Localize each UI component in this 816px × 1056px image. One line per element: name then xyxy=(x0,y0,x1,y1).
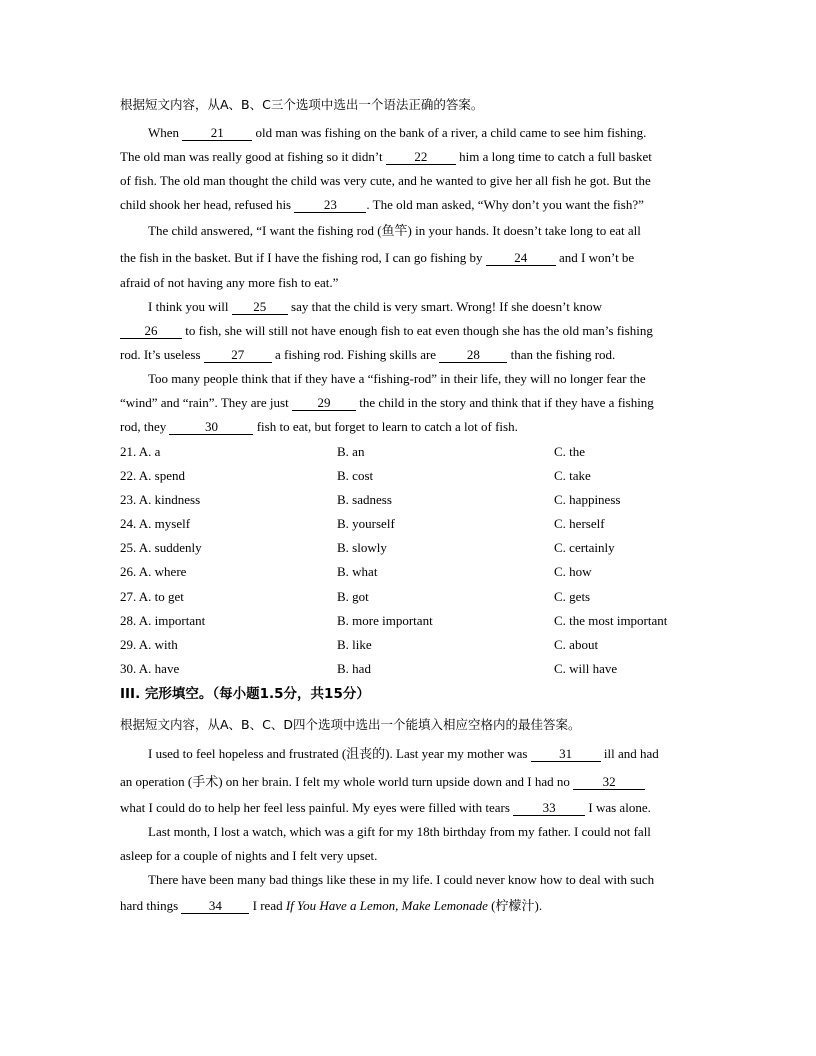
passage-line: of fish. The old man thought the child was very cute, and he wanted to give her all fish he got. But the xyxy=(120,173,651,188)
blank-28[interactable]: 28 xyxy=(439,348,507,363)
blank-25[interactable]: 25 xyxy=(232,300,288,315)
option-c[interactable]: C. happiness xyxy=(554,492,621,507)
passage-line: afraid of not having any more fish to eat.” xyxy=(120,275,339,290)
passage-line: child shook her head, refused his 23 . The old man asked, “Why don’t you want the fish?” xyxy=(120,197,644,212)
blank-22[interactable]: 22 xyxy=(386,150,456,165)
passage-line: 26 to fish, she will still not have enough fish to eat even though she has the old man’s fishing xyxy=(120,323,696,339)
passage-line: I used to feel hopeless and frustrated (沮丧的). Last year my mother was 31 ill and had xyxy=(148,746,659,761)
passage-line: hard things 34 I read If You Have a Lemon, Make Lemonade (柠檬汁). xyxy=(120,898,543,913)
option-b[interactable]: B. yourself xyxy=(337,516,395,531)
option-a[interactable]: 30. A. have xyxy=(120,661,180,676)
option-b[interactable]: B. an xyxy=(337,444,365,459)
passage-line: asleep for a couple of nights and I felt very upset. xyxy=(120,848,378,863)
option-b[interactable]: B. slowly xyxy=(337,540,387,555)
option-a[interactable]: 24. A. myself xyxy=(120,516,191,531)
option-b[interactable]: B. had xyxy=(337,661,371,676)
option-c[interactable]: C. herself xyxy=(554,516,605,531)
option-b[interactable]: B. cost xyxy=(337,468,374,483)
option-b[interactable]: B. what xyxy=(337,564,378,579)
option-c[interactable]: C. the most important xyxy=(554,613,668,628)
blank-29[interactable]: 29 xyxy=(292,396,356,411)
option-b[interactable]: B. sadness xyxy=(337,492,392,507)
passage-line: what I could do to help her feel less painful. My eyes were filled with tears 33 I was alone. xyxy=(120,800,651,815)
option-c[interactable]: C. gets xyxy=(554,589,591,604)
section-heading: III. 完形填空。（每小题1.5分，共15分） xyxy=(120,686,370,702)
option-b[interactable]: B. like xyxy=(337,637,372,652)
passage-line: rod, they 30 fish to eat, but forget to learn to catch a lot of fish. xyxy=(120,419,518,434)
blank-23[interactable]: 23 xyxy=(294,198,366,213)
option-a[interactable]: 21. A. a xyxy=(120,444,161,459)
option-b[interactable]: B. got xyxy=(337,589,369,604)
passage-line: “wind” and “rain”. They are just 29 the child in the story and think that if they have a fishing xyxy=(120,395,654,410)
option-c[interactable]: C. the xyxy=(554,444,586,459)
option-c[interactable]: C. certainly xyxy=(554,540,615,555)
instruction-cloze: 根据短文内容，从A、B、C、D四个选项中选出一个能填入相应空格内的最佳答案。 xyxy=(120,717,581,732)
blank-31[interactable]: 31 xyxy=(531,747,601,762)
option-c[interactable]: C. about xyxy=(554,637,599,652)
blank-34[interactable]: 34 xyxy=(181,899,249,914)
option-a[interactable]: 28. A. important xyxy=(120,613,206,628)
blank-27[interactable]: 27 xyxy=(204,348,272,363)
option-c[interactable]: C. take xyxy=(554,468,591,483)
passage-line: The old man was really good at fishing so it didn’t 22 him a long time to catch a full basket xyxy=(120,149,652,164)
passage-line: Too many people think that if they have a “fishing-rod” in their life, they will no longer fear the xyxy=(148,371,646,386)
option-c[interactable]: C. will have xyxy=(554,661,618,676)
option-a[interactable]: 26. A. where xyxy=(120,564,187,579)
option-a[interactable]: 29. A. with xyxy=(120,637,178,652)
option-c[interactable]: C. how xyxy=(554,564,592,579)
blank-21[interactable]: 21 xyxy=(182,126,252,141)
blank-33[interactable]: 33 xyxy=(513,801,585,816)
passage-line: The child answered, “I want the fishing rod (鱼竿) in your hands. It doesn’t take long to eat all xyxy=(148,223,641,238)
option-a[interactable]: 22. A. spend xyxy=(120,468,185,483)
option-a[interactable]: 27. A. to get xyxy=(120,589,184,604)
passage-line: Last month, I lost a watch, which was a gift for my 18th birthday from my father. I could not fall xyxy=(148,824,651,839)
blank-32[interactable]: 32 xyxy=(573,775,645,790)
blank-30[interactable]: 30 xyxy=(169,420,253,435)
blank-24[interactable]: 24 xyxy=(486,251,556,266)
passage-line: the fish in the basket. But if I have the fishing rod, I can go fishing by 24 and I won’t be xyxy=(120,250,635,265)
option-a[interactable]: 23. A. kindness xyxy=(120,492,201,507)
blank-26[interactable]: 26 xyxy=(120,324,182,339)
passage-line: an operation (手术) on her brain. I felt my whole world turn upside down and I had no 32 xyxy=(120,774,696,790)
passage-line: When 21 old man was fishing on the bank of a river, a child came to see him fishing. xyxy=(148,125,647,140)
passage-line: rod. It’s useless 27 a fishing rod. Fishing skills are 28 than the fishing rod. xyxy=(120,347,616,362)
option-b[interactable]: B. more important xyxy=(337,613,433,628)
book-title: If You Have a Lemon, Make Lemonade xyxy=(285,898,488,913)
passage-line: There have been many bad things like these in my life. I could never know how to deal with such xyxy=(148,872,655,887)
option-a[interactable]: 25. A. suddenly xyxy=(120,540,202,555)
passage-line: I think you will 25 say that the child is very smart. Wrong! If she doesn’t know xyxy=(148,299,602,314)
instruction-grammar: 根据短文内容，从A、B、C三个选项中选出一个语法正确的答案。 xyxy=(120,97,484,112)
